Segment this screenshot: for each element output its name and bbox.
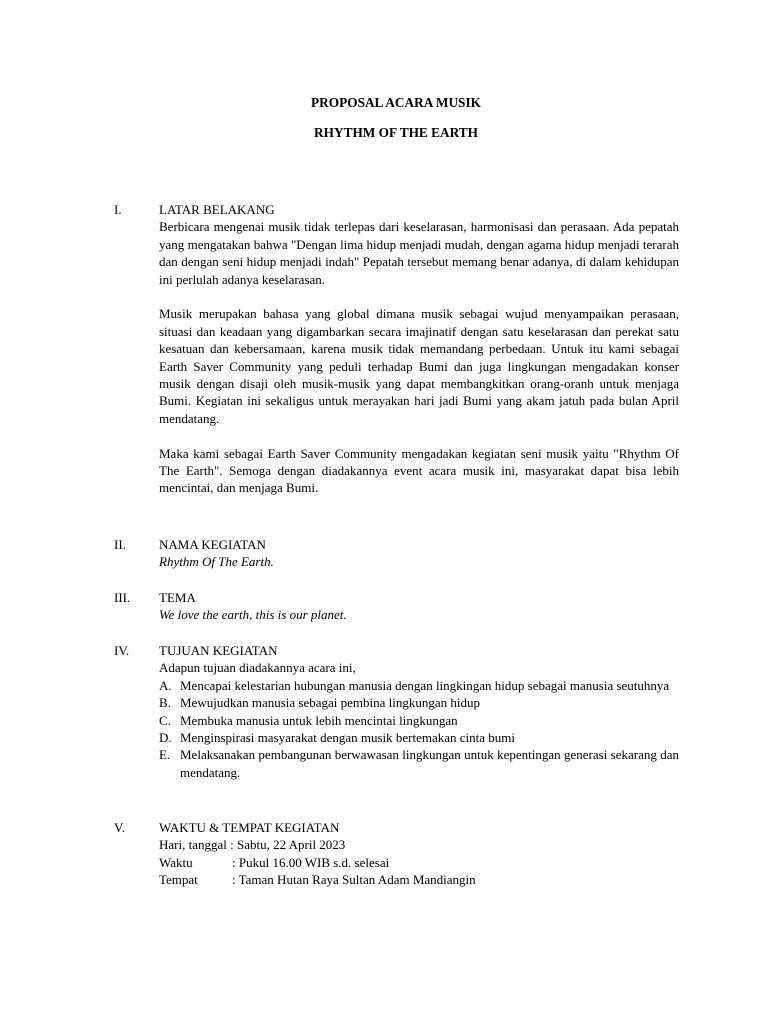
- time-label: Waktu: [159, 854, 193, 870]
- list-marker: C.: [159, 712, 171, 728]
- section-heading: LATAR BELAKANG: [159, 202, 275, 217]
- document-title: PROPOSAL ACARA MUSIK: [311, 95, 481, 110]
- list-item: [159, 729, 679, 746]
- list-marker: A.: [159, 677, 172, 693]
- section-number: I.: [114, 202, 122, 217]
- section-number: IV.: [114, 643, 130, 658]
- paragraph: Maka kami sebagai Earth Saver Community mengadakan kegiatan seni musik yaitu "Rhythm Of The Earth". Semoga dengan diadakannya event acara musik ini, masyarakat dapat bisa lebih mencintai, dan menjaga Bumi.: [159, 445, 679, 496]
- list-item-text: Membuka manusia untuk lebih mencintai lingkungan: [180, 712, 458, 728]
- objectives-list: [159, 677, 679, 781]
- event-place-row: [159, 871, 679, 888]
- list-marker: D.: [159, 730, 172, 746]
- section-number: III.: [114, 590, 131, 605]
- list-item: [159, 694, 679, 711]
- time-value: : Pukul 16.00 WIB s.d. selesai: [232, 854, 390, 870]
- paragraph: Musik merupakan bahasa yang global dimana musik sebagai wujud menyampaikan perasaan, situasi dan keadaan yang digambarkan secara imajinatif dengan satu keselarasan dan perekat satu kesatuan dan kebersamaan, karena musik tidak memandang perbedaan. Untuk itu kami sebagai Earth Saver Community yang peduli terhadap Bumi dan juga lingkungan mengadakan konser musik dengan disaji oleh musik-musik yang dapat membangkitkan orang-oranh untuk menjaga Bumi. Kegiatan ini sekaligus untuk merayakan hari jadi Bumi yang akam jatuh pada bulan April mendatang.: [159, 306, 679, 426]
- section-heading: TEMA: [159, 590, 196, 605]
- section-number: V.: [114, 820, 125, 835]
- event-date: Hari, tanggal : Sabtu, 22 April 2023: [159, 837, 346, 853]
- event-theme: We love the earth, this is our planet.: [159, 607, 347, 623]
- section-heading: TUJUAN KEGIATAN: [159, 643, 278, 658]
- list-item-text: Mewujudkan manusia sebagai pembina lingkungan hidup: [180, 695, 481, 711]
- list-item: [159, 677, 679, 694]
- list-item: [159, 746, 679, 781]
- event-time-row: [159, 854, 679, 871]
- section-number: II.: [114, 537, 126, 552]
- list-item: [159, 712, 679, 729]
- event-name: Rhythm Of The Earth.: [159, 554, 274, 570]
- list-item-text: Melaksanakan pembangunan berwawasan lingkungan untuk kepentingan generasi sekarang dan mendatang.: [180, 747, 679, 780]
- document-subtitle: RHYTHM OF THE EARTH: [314, 125, 478, 140]
- place-label: Tempat: [159, 872, 198, 888]
- list-marker: B.: [159, 695, 171, 711]
- list-item-text: Menginspirasi masyarakat dengan musik bertemakan cinta bumi: [180, 730, 516, 746]
- list-marker: E.: [159, 747, 171, 763]
- list-intro: Adapun tujuan diadakannya acara ini,: [159, 660, 356, 676]
- list-item-text: Mencapai kelestarian hubungan manusia dengan lingkingan hidup sebagai manusia seutuhnya: [180, 677, 670, 693]
- section-heading: WAKTU & TEMPAT KEGIATAN: [159, 820, 340, 835]
- place-value: : Taman Hutan Raya Sultan Adam Mandiangin: [232, 872, 476, 888]
- paragraph: Berbicara mengenai musik tidak terlepas dari keselarasan, harmonisasi dan perasaan. Ada pepatah yang mengatakan bahwa "Dengan lima hidup menjadi mudah, dengan agama hidup menjadi terarah dan dengan seni hidup menjadi indah" Pepatah tersebut memang benar adanya, di dalam kehidupan ini perlulah adanya keselarasan.: [159, 219, 679, 287]
- section-heading: NAMA KEGIATAN: [159, 537, 266, 552]
